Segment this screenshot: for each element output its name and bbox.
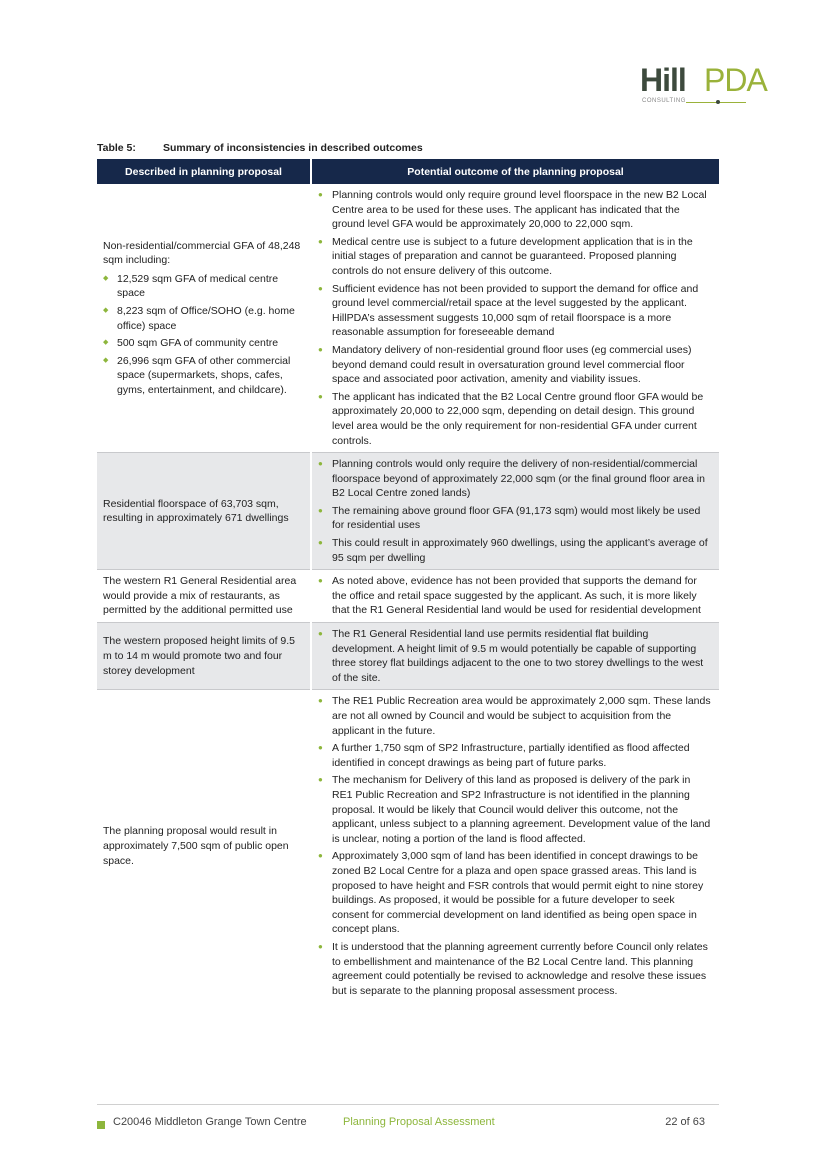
list-item: ● It is understood that the planning agreement currently before Council only relates to embellishment and maintenance of the B2 Local Centre land. This planning agreement could potentially be revised to acknowledge and resolve these issues but is separate to the planning proposal assessment process. [312,940,711,998]
row-described-text: The western proposed height limits of 9.5 m to 14 m would promote two and four storey development [103,635,296,677]
table-row [97,623,719,690]
page-footer [97,1104,719,1128]
footer-page-number: 22 of 63 [665,1116,705,1128]
list-item: ● Sufficient evidence has not been provided to support the demand for office and ground level commercial/retail space at the level suggested by the applicant. HillPDA’s assessment suggests 10,000 sqm of retail floorspace is a more reasonable assumption for foreseeable demand [312,282,711,340]
row-outcome-list [312,694,711,998]
list-item: ● As noted above, evidence has not been provided that supports the demand for the office and retail space suggested by the applicant. As such, it is more likely that the R1 General Residential land would be used for residential development [312,574,711,618]
list-item: ● The RE1 Public Recreation area would be approximately 2,000 sqm. These lands are not all owned by Council and would be subject to acquisition from the applicant in the future. [312,694,711,738]
header-potential-outcome: Potential outcome of the planning proposal [311,159,719,184]
list-item: ◆ 8,223 sqm of Office/SOHO (e.g. home office) space [103,304,302,333]
list-item: ● The mechanism for Delivery of this land as proposed is delivery of the park in RE1 Public Recreation and SP2 Infrastructure is not identified in the planning proposal. It would be likely that Council would deliver this outcome, not the applicant, unless subject to a planning agreement. Development value of the land is unclear, noting a portion of the land is flood affected. [312,773,711,846]
row-described-cell [97,184,311,453]
table-row [97,570,719,623]
footer-square-icon [97,1121,105,1129]
logo-pda-text: PDA [704,62,767,98]
hillpda-logo [640,62,767,106]
logo-dot [716,100,720,104]
row-outcome-cell [311,570,719,623]
footer-document-title: Planning Proposal Assessment [343,1116,495,1128]
list-item: ● The applicant has indicated that the B2 Local Centre ground floor GFA would be approximately 20,000 to 22,000 sqm, depending on detail design. This ground level area would be the only requirement for non-residential GFA under current controls. [312,390,711,448]
inconsistencies-table [97,159,719,1002]
list-item: ● The remaining above ground floor GFA (91,173 sqm) would most likely be used for residential uses [312,504,711,533]
row-outcome-list [312,188,711,448]
row-described-text: The planning proposal would result in approximately 7,500 sqm of public open space. [103,825,289,867]
row-described-text: The western R1 General Residential area would provide a mix of restaurants, as permitted by the additional permitted use [103,575,297,617]
list-item: ● Mandatory delivery of non-residential ground floor uses (eg commercial uses) beyond demand could result in oversaturation ground level commercial floor space and associated poor activation, amenity and viability issues. [312,343,711,387]
row-described-text: Non-residential/commercial GFA of 48,248 sqm including: [103,239,301,267]
table-row [97,184,719,453]
row-described-cell [97,453,311,570]
row-described-cell [97,690,311,1002]
header-described: Described in planning proposal [97,159,311,184]
list-item: ● The R1 General Residential land use permits residential flat building development. A height limit of 9.5 m would potentially be capable of supporting three storey flat buildings adjacent to the one to two storey dwellings to the west of the site. [312,627,711,685]
row-outcome-cell [311,184,719,453]
row-outcome-cell [311,623,719,690]
row-outcome-list [312,627,711,685]
row-described-list [103,272,302,398]
logo-consulting-text: CONSULTING [642,98,686,104]
table-caption-number: Table 5: [97,142,136,154]
row-described-cell [97,623,311,690]
list-item: ◆ 500 sqm GFA of community centre [103,336,302,351]
table-header-row [97,159,719,184]
row-described-cell [97,570,311,623]
logo-hill-text: Hill [640,62,686,98]
footer-project-code: C20046 Middleton Grange Town Centre [113,1116,307,1128]
row-outcome-list [312,574,711,618]
list-item: ● Planning controls would only require ground level floorspace in the new B2 Local Centre area to be used for these uses. The applicant has indicated that the ground level GFA would be approximately 20,000 to 22,000 sqm. [312,188,711,232]
table-row [97,453,719,570]
row-outcome-list [312,457,711,565]
row-described-text: Residential floorspace of 63,703 sqm, resulting in approximately 671 dwellings [103,497,289,525]
list-item: ● Planning controls would only require the delivery of non-residential/commercial floorspace beyond of approximately 22,000 sqm (or the final ground floor area in B2 Local Centre zoned lands) [312,457,711,501]
row-outcome-cell [311,453,719,570]
list-item: ● Medical centre use is subject to a future development application that is in the initial stages of preparation and cannot be guaranteed. Proposed planning controls do not ensure delivery of this outcome. [312,235,711,279]
row-outcome-cell [311,690,719,1002]
table-caption [97,142,423,154]
list-item: ◆ 26,996 sqm GFA of other commercial space (supermarkets, shops, cafes, gyms, entertainment, and childcare). [103,354,302,398]
list-item: ● A further 1,750 sqm of SP2 Infrastructure, partially identified as flood affected identified in concept drawings as being part of future parks. [312,741,711,770]
list-item: ◆ 12,529 sqm GFA of medical centre space [103,272,302,301]
table-row [97,690,719,1002]
list-item: ● Approximately 3,000 sqm of land has been identified in concept drawings to be zoned B2 Local Centre for a plaza and open space grassed areas. This land is proposed to have height and FSR controls that would permit eight to nine storey buildings. As proposed, it would be possible for a future developer to seek consent for commercial development on land identified as being open space in concept plans. [312,849,711,937]
list-item: ● This could result in approximately 960 dwellings, using the applicant’s average of 95 sqm per dwelling [312,536,711,565]
table-caption-title: Summary of inconsistencies in described outcomes [163,142,423,154]
